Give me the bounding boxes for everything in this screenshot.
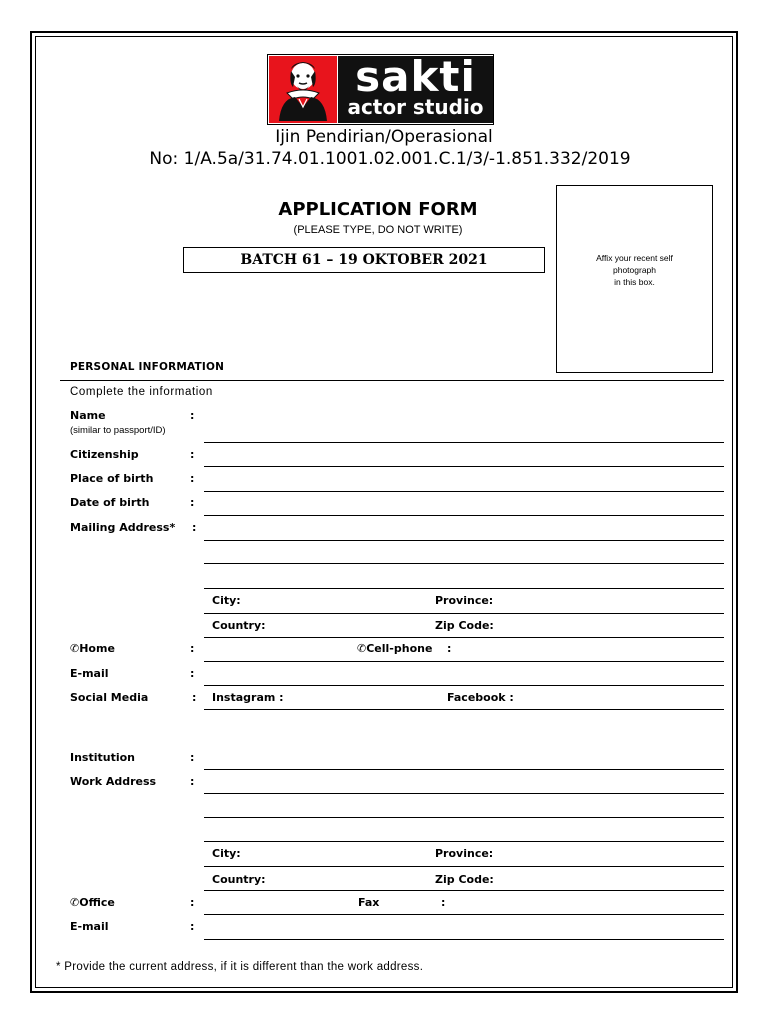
instagram-label: Instagram : <box>212 691 284 704</box>
batch-label: BATCH 61 – 19 OKTOBER 2021 <box>183 247 545 273</box>
section-title: PERSONAL INFORMATION <box>70 361 225 373</box>
mailing-address-colon: : <box>192 521 197 534</box>
phone-icon: ✆ <box>70 896 80 909</box>
office-phone-colon: : <box>190 896 195 909</box>
office-phone-label <box>70 896 115 909</box>
work-email-label: E-mail <box>70 920 109 933</box>
phone-icon: ✆ <box>70 642 80 655</box>
place-of-birth-field[interactable] <box>204 491 724 492</box>
email-label: E-mail <box>70 667 109 680</box>
photo-instruction: Affix your recent self photograph in this box. <box>596 253 673 287</box>
mailing-country-label: Country: <box>212 619 266 632</box>
phone-field[interactable] <box>204 661 724 662</box>
facebook-label: Facebook : <box>447 691 514 704</box>
home-phone-label <box>70 642 115 655</box>
work-address-line-3[interactable] <box>204 841 724 842</box>
citizenship-label: Citizenship <box>70 448 139 461</box>
work-city-field[interactable] <box>204 866 724 867</box>
logo-emblem <box>269 56 337 123</box>
name-label: Name <box>70 409 106 422</box>
institution-field[interactable] <box>204 769 724 770</box>
date-of-birth-label: Date of birth <box>70 496 150 509</box>
mailing-address-label: Mailing Address* <box>70 521 176 534</box>
institution-label: Institution <box>70 751 136 764</box>
fax-colon: : <box>441 896 446 909</box>
mailing-city-field[interactable] <box>204 613 724 614</box>
place-of-birth-colon: : <box>190 472 195 485</box>
mailing-country-field[interactable] <box>204 637 724 638</box>
mailing-city-label: City: <box>212 594 241 607</box>
social-media-field[interactable] <box>204 709 724 710</box>
logo-brand-name: sakti <box>355 52 476 101</box>
home-phone-colon: : <box>190 642 195 655</box>
mailing-zip-label: Zip Code: <box>435 619 494 632</box>
section-divider <box>60 380 724 381</box>
form-title: APPLICATION FORM <box>278 199 478 220</box>
work-country-field[interactable] <box>204 890 724 891</box>
work-province-label: Province: <box>435 847 494 860</box>
work-address-line-2[interactable] <box>204 817 724 818</box>
work-country-label: Country: <box>212 873 266 886</box>
fax-label: Fax <box>358 896 380 909</box>
social-media-colon: : <box>192 691 197 704</box>
date-of-birth-colon: : <box>190 496 195 509</box>
permit-label: Ijin Pendirian/Operasional <box>275 127 493 147</box>
footnote: * Provide the current address, if it is different than the work address. <box>56 961 424 973</box>
studio-logo <box>267 54 494 125</box>
name-field[interactable] <box>204 442 724 443</box>
email-field[interactable] <box>204 685 724 686</box>
work-zip-label: Zip Code: <box>435 873 494 886</box>
citizenship-field[interactable] <box>204 466 724 467</box>
phone-icon: ✆ <box>357 642 367 655</box>
photo-box[interactable] <box>556 185 713 373</box>
logo-wordmark <box>338 52 493 123</box>
cell-phone-colon: : <box>447 642 452 655</box>
place-of-birth-label: Place of birth <box>70 472 154 485</box>
date-of-birth-field[interactable] <box>204 515 724 516</box>
form-instruction: (PLEASE TYPE, DO NOT WRITE) <box>293 224 463 236</box>
cell-phone-text: Cell-phone <box>366 642 433 655</box>
office-phone-text: Office <box>79 896 115 909</box>
shakespeare-portrait-icon <box>273 59 333 121</box>
page-border-inner <box>35 36 733 988</box>
mailing-address-line-2[interactable] <box>204 563 724 564</box>
cell-phone-label <box>357 642 432 655</box>
mailing-province-label: Province: <box>435 594 494 607</box>
email-colon: : <box>190 667 195 680</box>
home-phone-text: Home <box>79 642 115 655</box>
section-instruction: Complete the information <box>70 386 213 398</box>
work-email-field[interactable] <box>204 939 724 940</box>
office-fax-field[interactable] <box>204 914 724 915</box>
permit-number: No: 1/A.5a/31.74.01.1001.02.001.C.1/3/-1.851.332/2019 <box>149 149 631 169</box>
name-colon: : <box>190 409 195 422</box>
social-media-label: Social Media <box>70 691 149 704</box>
work-address-line-1[interactable] <box>204 793 724 794</box>
work-city-label: City: <box>212 847 241 860</box>
work-address-label: Work Address <box>70 775 157 788</box>
institution-colon: : <box>190 751 195 764</box>
mailing-address-line-3[interactable] <box>204 588 724 589</box>
logo-subtitle: actor studio <box>347 95 484 119</box>
work-email-colon: : <box>190 920 195 933</box>
citizenship-colon: : <box>190 448 195 461</box>
work-address-colon: : <box>190 775 195 788</box>
name-hint: (similar to passport/ID) <box>70 425 166 436</box>
mailing-address-line-1[interactable] <box>204 540 724 541</box>
